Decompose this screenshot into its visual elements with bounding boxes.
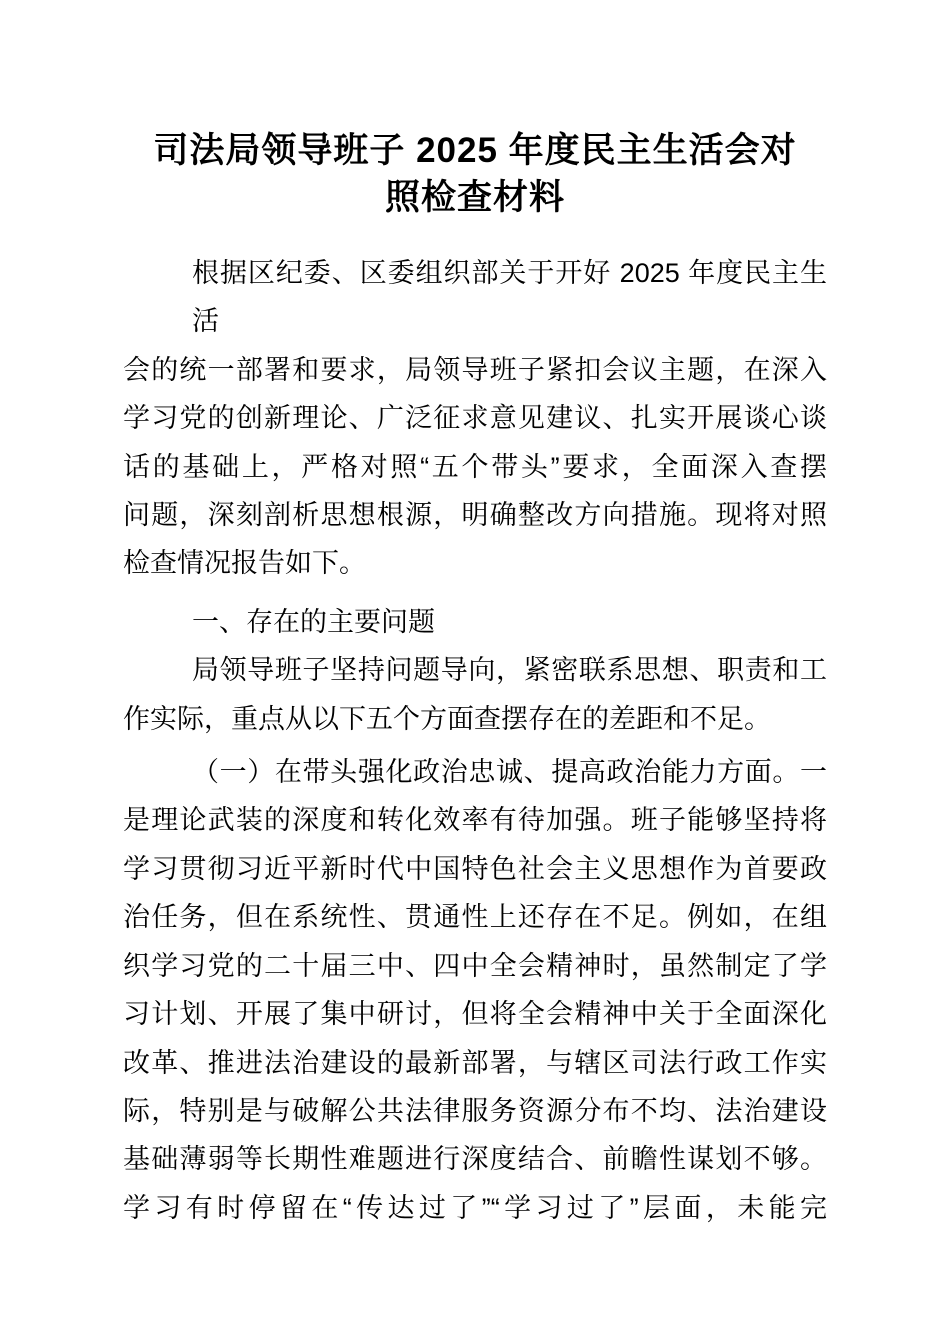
text-line: 治任务，但在系统性、贯通性上还存在不足。例如，在组	[123, 902, 827, 933]
text-line: 一、存在的主要问题	[192, 606, 435, 637]
title-line-2: 照检查材料	[384, 178, 565, 217]
text-line: 学习贯彻习近平新时代中国特色社会主义思想作为首要政	[123, 853, 827, 884]
text-line: 检查情况报告如下。	[123, 548, 366, 579]
text-line: 际，特别是与破解公共法律服务资源分布不均、法治建设	[123, 1095, 827, 1126]
text-line: 根据区纪委、区委组织部关于开好 2025 年度民主生活	[192, 258, 827, 337]
text-line: 局领导班子坚持问题导向，紧密联系思想、职责和工	[192, 655, 827, 686]
text-line: 学习有时停留在“传达过了”“学习过了”层面，未能完	[123, 1192, 827, 1223]
document-body	[123, 249, 827, 1232]
title-line-1: 司法局领导班子 2025 年度民主生活会对	[153, 131, 797, 170]
paragraph	[123, 748, 827, 1232]
text-line: 基础薄弱等长期性难题进行深度结合、前瞻性谋划不够。	[123, 1144, 827, 1175]
text-line: 改革、推进法治建设的最新部署，与辖区司法行政工作实	[123, 1047, 827, 1078]
text-line: 问题，深刻剖析思想根源，明确整改方向措施。现将对照	[123, 500, 827, 531]
paragraph	[123, 646, 827, 743]
text-line: 话的基础上，严格对照“五个带头”要求，全面深入查摆	[123, 451, 827, 482]
text-line: 会的统一部署和要求，局领导班子紧扣会议主题，在深入	[123, 354, 827, 385]
text-line: （一）在带头强化政治忠诚、提高政治能力方面。一	[192, 757, 827, 788]
text-line: 作实际，重点从以下五个方面查摆存在的差距和不足。	[123, 703, 771, 734]
section-heading	[123, 598, 827, 646]
text-line: 是理论武装的深度和转化效率有待加强。班子能够坚持将	[123, 805, 827, 836]
text-line: 织学习党的二十届三中、四中全会精神时，虽然制定了学	[123, 950, 827, 981]
text-line: 学习党的创新理论、广泛征求意见建议、扎实开展谈心谈	[123, 403, 827, 434]
document-title	[123, 127, 827, 221]
text-line: 习计划、开展了集中研讨，但将全会精神中关于全面深化	[123, 999, 827, 1030]
paragraph	[123, 249, 827, 588]
